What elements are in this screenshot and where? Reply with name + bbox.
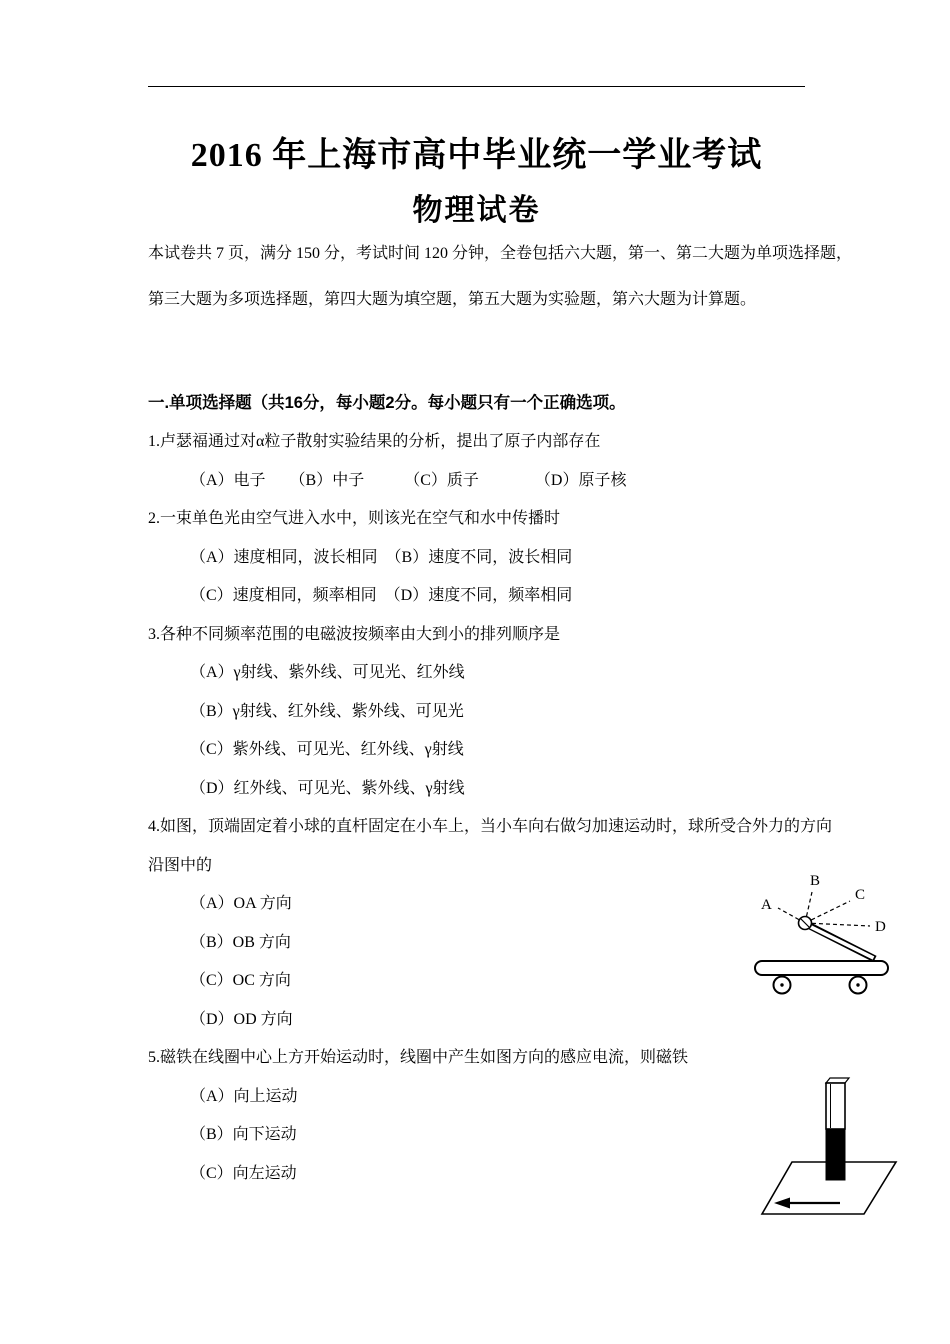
rod-fill — [807, 925, 874, 958]
exam-title: 2016 年上海市高中毕业统一学业考试 — [190, 137, 763, 174]
question-1-stem: 1.卢瑟福通过对α粒子散射实验结果的分析，提出了原子内部存在 — [148, 433, 601, 450]
question-3-option-b: （B）γ射线、红外线、紫外线、可见光 — [190, 702, 464, 720]
question-list — [148, 423, 833, 1193]
question-3-option-d: （D）红外线、可见光、紫外线、γ射线 — [190, 779, 465, 797]
figure-cart-diagram — [748, 868, 898, 1010]
exam-content — [0, 86, 950, 1193]
question-2-stem: 2.一束单色光由空气进入水中，则该光在空气和水中传播时 — [148, 510, 561, 527]
cart-wheel-left-hub — [780, 983, 783, 986]
question-4-option-b: （B）OB 方向 — [190, 933, 291, 951]
question-2-options-row-1: （A）速度相同，波长相同 （B）速度不同，波长相同 — [190, 548, 573, 566]
exam-subtitle: 物理试卷 — [412, 194, 541, 227]
question-1-options-row: （A）电子 （B）中子 （C）质子 （D）原子核 — [190, 471, 627, 489]
question-4-stem-line-1: 4.如图，顶端固定着小球的直杆固定在小车上，当小车向右做匀加速运动时，球所受合外力的方向 — [148, 818, 833, 835]
cart-wheel-right-hub — [856, 983, 859, 986]
question-5 — [148, 1039, 805, 1193]
figure-cart-label-a: A — [761, 897, 772, 913]
magnet-upper-half — [826, 1083, 845, 1129]
question-5-stem: 5.磁铁在线圈中心上方开始运动时，线圈中产生如图方向的感应电流，则磁铁 — [148, 1049, 689, 1066]
figure-cart-label-c: C — [855, 887, 866, 903]
question-2 — [148, 500, 805, 616]
question-4 — [148, 808, 833, 1039]
question-5-option-b: （B）向下运动 — [190, 1126, 297, 1143]
question-3 — [148, 616, 805, 809]
question-5-option-c: （C）向左运动 — [190, 1164, 297, 1182]
cart-bed — [755, 961, 888, 975]
question-3-option-c: （C）紫外线、可见光、红外线、γ射线 — [190, 741, 464, 758]
figure-magnet-coil-diagram — [760, 1076, 905, 1226]
intro-line-2: 第三大题为多项选择题，第四大题为填空题，第五大题为实验题，第六大题为计算题。 — [148, 291, 757, 308]
question-2-options-row-2: （C）速度相同，频率相同 （D）速度不同，频率相同 — [190, 587, 573, 604]
question-4-stem-line-2: 沿图中的 — [148, 856, 213, 874]
question-4-option-c: （C）OC 方向 — [190, 972, 291, 989]
question-1 — [148, 423, 805, 500]
figure-cart-label-b: B — [810, 873, 821, 889]
question-5-option-a: （A）向上运动 — [190, 1087, 298, 1105]
figure-cart-label-d: D — [875, 919, 886, 935]
top-divider — [148, 86, 805, 87]
question-4-option-a: （A）OA 方向 — [190, 895, 292, 912]
question-4-option-d: （D）OD 方向 — [190, 1010, 293, 1028]
question-3-stem: 3.各种不同频率范围的电磁波按频率由大到小的排列顺序是 — [148, 625, 561, 643]
exam-intro — [148, 231, 853, 323]
section-one-heading: 一.单项选择题（共16分，每小题2分。每小题只有一个正确选项。 — [148, 394, 626, 412]
magnet-lower-half — [826, 1129, 845, 1180]
intro-line-1: 本试卷共 7 页，满分 150 分，考试时间 120 分钟，全卷包括六大题，第一、第二大题为单项选择题， — [148, 245, 853, 262]
question-3-option-a: （A）γ射线、紫外线、可见光、红外线 — [190, 664, 465, 681]
